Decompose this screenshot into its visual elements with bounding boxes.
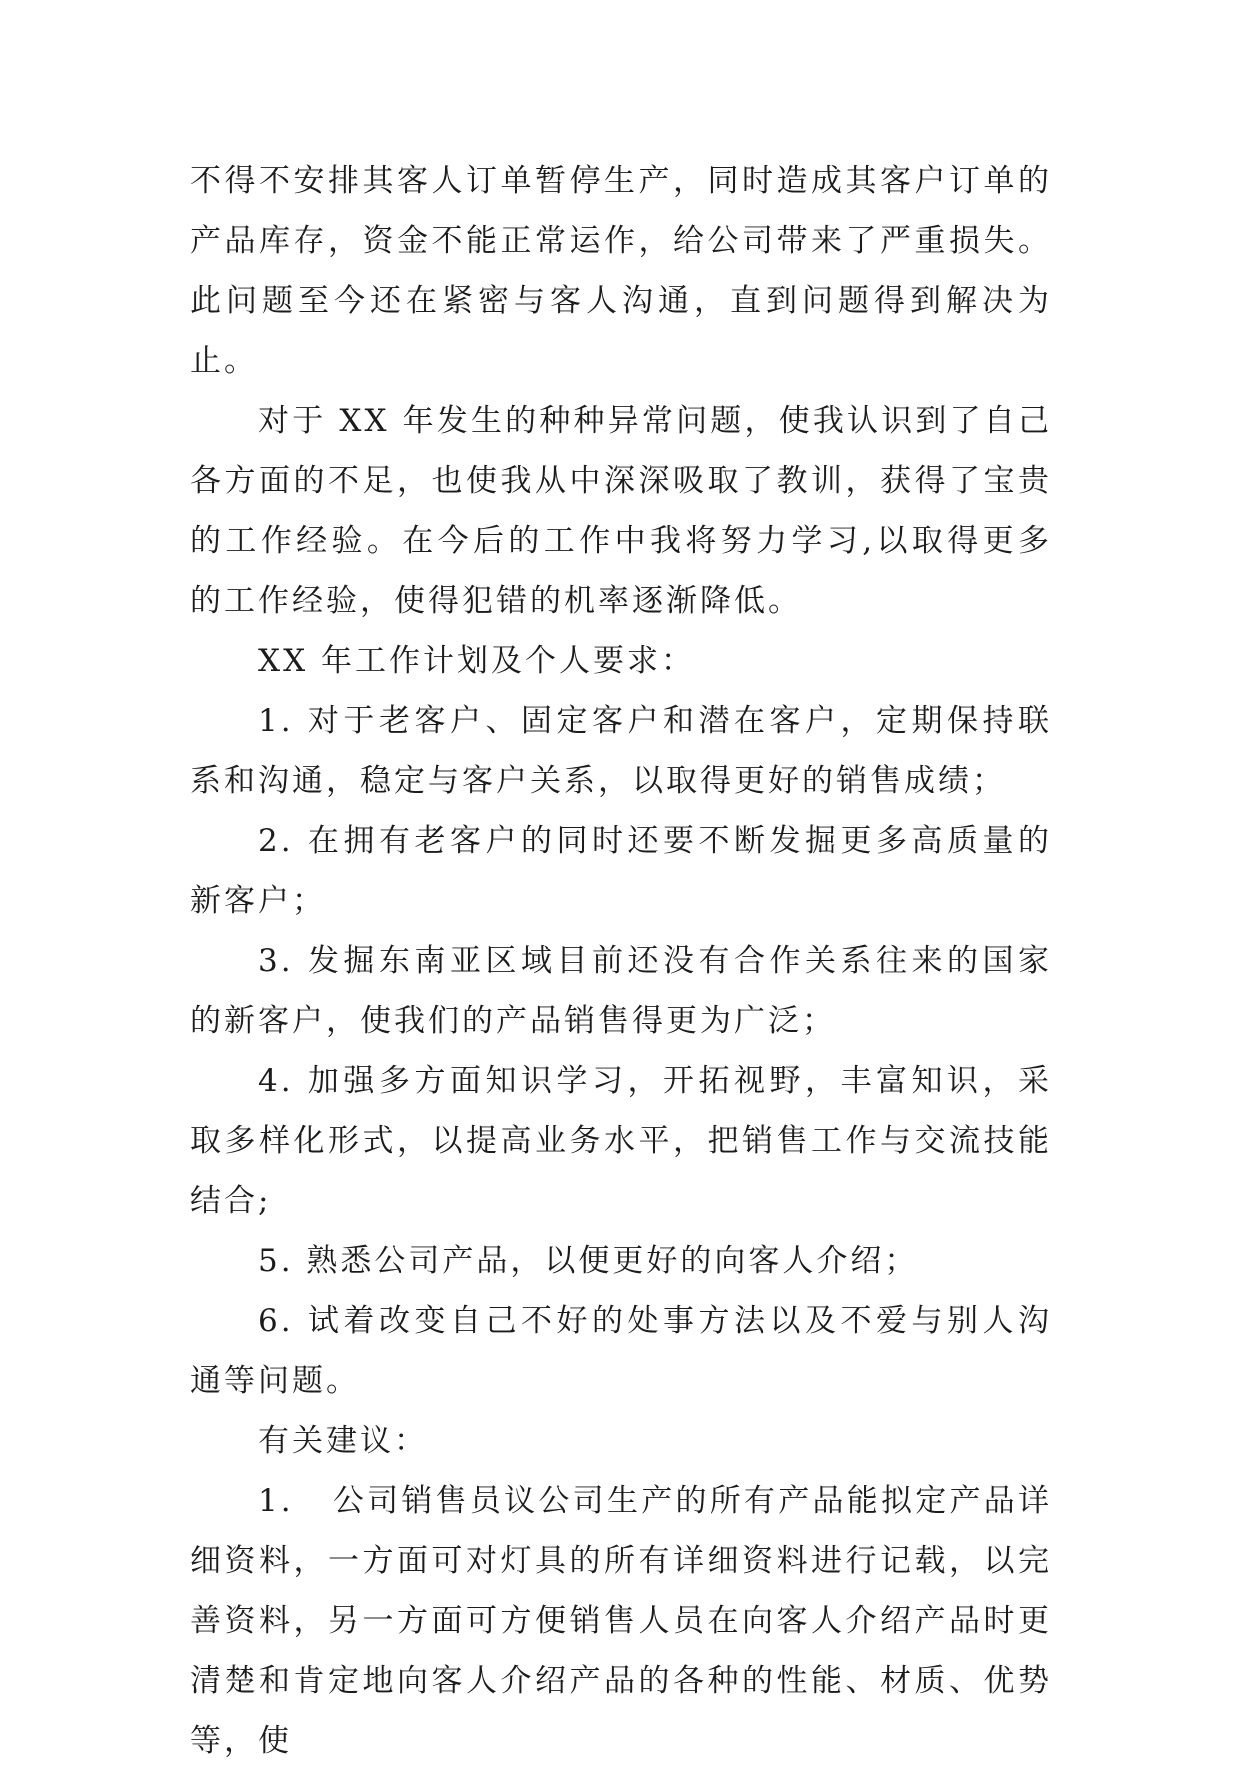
document-body [190, 151, 1052, 1771]
list-item-plan-2: 2. 在拥有老客户的同时还要不断发掘更多高质量的新客户； [190, 823, 1052, 919]
list-item-suggestion-1: 1. 公司销售员议公司生产的所有产品能拟定产品详细资料，一方面可对灯具的所有详细资料进行记载，以完善资料，另一方面可方便销售人员在向客人介绍产品时更清楚和肯定地向客人介绍产品的各种的性能、材质、优势等，使 [190, 1483, 1052, 1759]
paragraph-continuation: 不得不安排其客人订单暂停生产，同时造成其客户订单的产品库存，资金不能正常运作，给公司带来了严重损失。此问题至今还在紧密与客人沟通，直到问题得到解决为止。 [190, 163, 1052, 379]
list-item-plan-4: 4. 加强多方面知识学习，开拓视野，丰富知识，采取多样化形式，以提高业务水平，把销售工作与交流技能结合; [190, 1063, 1052, 1219]
section-heading-suggestions: 有关建议： [258, 1423, 428, 1459]
list-item-plan-5: 5. 熟悉公司产品，以便更好的向客人介绍； [258, 1243, 919, 1279]
paragraph-reflection: 对于 XX 年发生的种种异常问题，使我认识到了自己各方面的不足，也使我从中深深吸取了教训，获得了宝贵的工作经验。在今后的工作中我将努力学习,以取得更多的工作经验，使得犯错的机率逐渐降低。 [190, 403, 1052, 619]
section-heading-work-plan: XX 年工作计划及个人要求： [258, 643, 695, 679]
list-item-plan-6: 6. 试着改变自己不好的处事方法以及不爱与别人沟通等问题。 [190, 1303, 1052, 1399]
list-item-plan-1: 1. 对于老客户、固定客户和潜在客户，定期保持联系和沟通，稳定与客户关系，以取得更好的销售成绩； [190, 703, 1052, 799]
list-item-plan-3: 3. 发掘东南亚区域目前还没有合作关系往来的国家的新客户，使我们的产品销售得更为广泛； [190, 943, 1052, 1039]
